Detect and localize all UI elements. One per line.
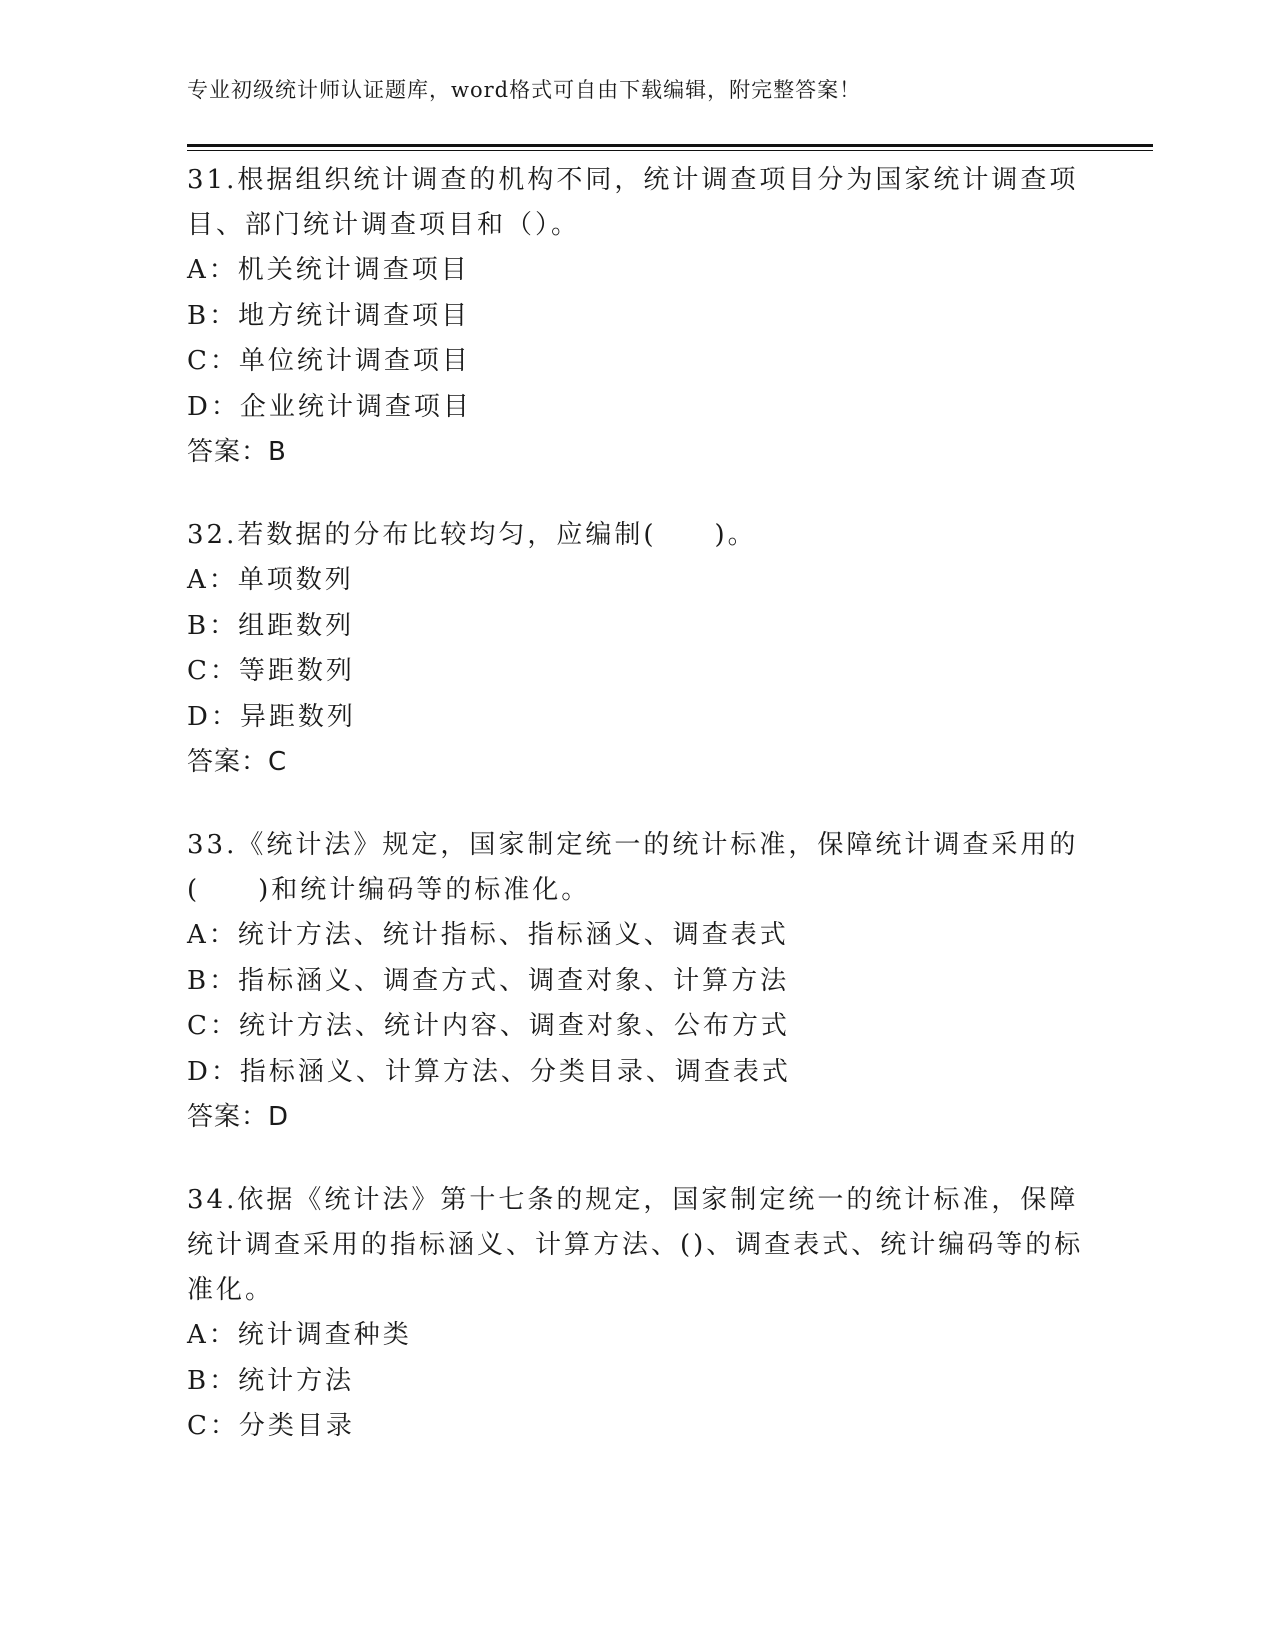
option-c: C：统计方法、统计内容、调查对象、公布方式 <box>187 1011 790 1041</box>
option-d: D：指标涵义、计算方法、分类目录、调查表式 <box>187 1056 791 1087</box>
answer: 答案：C <box>187 747 288 777</box>
option-a: A：统计调查种类 <box>187 1320 412 1350</box>
option-b: B：统计方法 <box>187 1365 355 1396</box>
option-c: C：等距数列 <box>187 656 355 686</box>
question-31 <box>187 158 1087 475</box>
question-list <box>187 158 1087 1488</box>
header-rule-thin <box>187 150 1153 151</box>
answer: 答案：B <box>187 437 287 467</box>
option-a: A：机关统计调查项目 <box>187 255 470 285</box>
question-33 <box>187 823 1087 1140</box>
option-b: B：组距数列 <box>187 610 355 641</box>
page-header: 专业初级统计师认证题库，word格式可自由下载编辑，附完整答案！ <box>187 78 862 102</box>
option-c: C：单位统计调查项目 <box>187 346 471 376</box>
question-34 <box>187 1178 1087 1450</box>
question-stem: 34.依据《统计法》第十七条的规定，国家制定统一的统计标准，保障统计调查采用的指标涵义、计算方法、()、调查表式、统计编码等的标准化。 <box>187 1185 1084 1305</box>
option-c: C：分类目录 <box>187 1411 355 1441</box>
option-b: B：地方统计调查项目 <box>187 300 471 331</box>
answer: 答案：D <box>187 1102 290 1132</box>
option-d: D：企业统计调查项目 <box>187 391 472 422</box>
option-d: D：异距数列 <box>187 701 356 732</box>
question-stem: 33.《统计法》规定，国家制定统一的统计标准，保障统计调查采用的( )和统计编码等的标准化。 <box>187 830 1079 905</box>
header-rule-thick <box>187 144 1153 147</box>
question-32 <box>187 513 1087 785</box>
question-stem: 32.若数据的分布比较均匀，应编制( )。 <box>187 520 757 550</box>
option-a: A：统计方法、统计指标、指标涵义、调查表式 <box>187 920 789 950</box>
option-a: A：单项数列 <box>187 565 354 595</box>
option-b: B：指标涵义、调查方式、调查对象、计算方法 <box>187 965 790 996</box>
question-stem: 31.根据组织统计调查的机构不同，统计调查项目分为国家统计调查项目、部门统计调查项目和（）。 <box>187 165 1079 240</box>
